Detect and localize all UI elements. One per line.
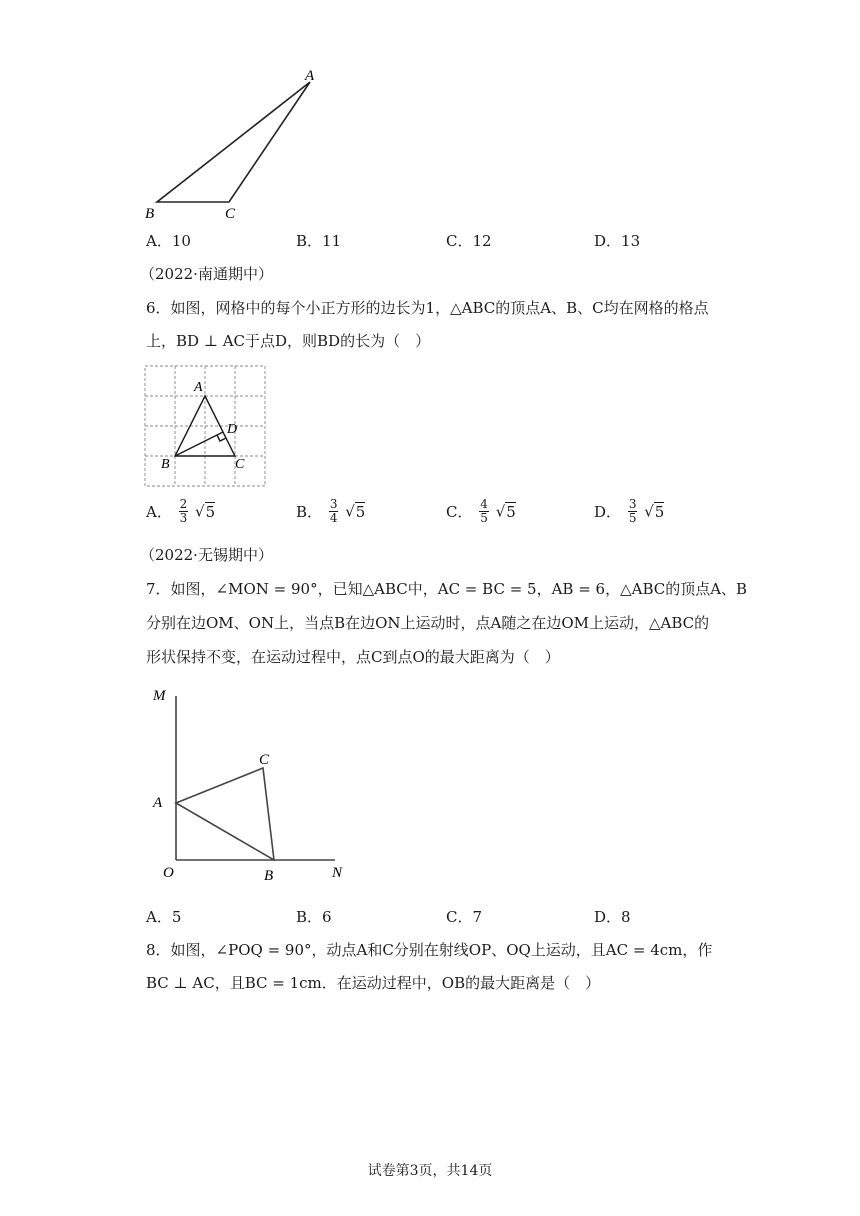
q5-label-b: B bbox=[145, 206, 155, 222]
q7-angle-figure bbox=[145, 682, 365, 887]
q7-option-d: D．8 bbox=[594, 908, 631, 926]
q5-label-a: A bbox=[305, 68, 315, 84]
q7-option-b: B．6 bbox=[296, 908, 332, 926]
q7-stem-line-3: 形状保持不变，在运动过程中，点C到点O的最大距离为（ ） bbox=[146, 648, 560, 666]
q7-option-c: C．7 bbox=[446, 908, 483, 926]
q5-triangle-figure bbox=[140, 64, 330, 224]
page-footer: 试卷第3页，共14页 bbox=[367, 1163, 493, 1179]
q5-option-c: C．12 bbox=[446, 232, 492, 250]
q8-stem-line-2: BC ⊥ AC，且BC = 1cm．在运动过程中，OB的最大距离是（ ） bbox=[146, 974, 601, 992]
q5-option-d: D．13 bbox=[594, 232, 641, 250]
q6-option-a: A． $\frac{2}{3}$ √5 bbox=[146, 497, 216, 525]
q7-option-a: A．5 bbox=[146, 908, 182, 926]
q7-stem-line-1: 7．如图，∠MON = 90°，已知△ABC中，AC = BC = 5，AB = 6，△ABC的顶点A、B bbox=[146, 580, 748, 598]
q6-stem-line-1: 6．如图，网格中的每个小正方形的边长为1，△ABC的顶点A、B、C均在网格的格点 bbox=[146, 299, 709, 317]
q7-source: （2022·无锡期中） bbox=[140, 546, 273, 564]
q7-label-o: O bbox=[163, 865, 174, 881]
q5-label-c: C bbox=[225, 206, 236, 222]
q6-option-b: B． $\frac{3}{4}$ √5 bbox=[296, 497, 366, 525]
q6-stem-line-2: 上，BD ⊥ AC于点D，则BD的长为（ ） bbox=[146, 332, 431, 350]
q7-label-a: A bbox=[153, 795, 163, 811]
q6-grid-figure bbox=[140, 362, 270, 490]
q6-label-c: C bbox=[235, 457, 245, 472]
q7-label-m: M bbox=[153, 688, 166, 704]
q7-stem-line-2: 分别在边OM、ON上，当点B在边ON上运动时，点A随之在边OM上运动，△ABC的 bbox=[146, 614, 710, 632]
q7-label-n: N bbox=[332, 865, 343, 881]
q5-option-b: B．11 bbox=[296, 232, 342, 250]
q6-source: （2022·南通期中） bbox=[140, 265, 273, 283]
q6-label-b: B bbox=[161, 457, 170, 472]
q8-stem-line-1: 8．如图，∠POQ = 90°，动点A和C分别在射线OP、OQ上运动，且AC = 4cm，作 bbox=[146, 941, 713, 959]
q6-label-a: A bbox=[194, 380, 203, 395]
q6-option-c: C． $\frac{4}{5}$ √5 bbox=[446, 497, 516, 525]
q6-option-d: D． $\frac{3}{5}$ √5 bbox=[594, 497, 665, 525]
q7-label-c: C bbox=[259, 752, 270, 768]
q7-label-b: B bbox=[264, 868, 274, 884]
q6-label-d: D bbox=[227, 422, 238, 437]
q5-option-a: A．10 bbox=[146, 232, 191, 250]
